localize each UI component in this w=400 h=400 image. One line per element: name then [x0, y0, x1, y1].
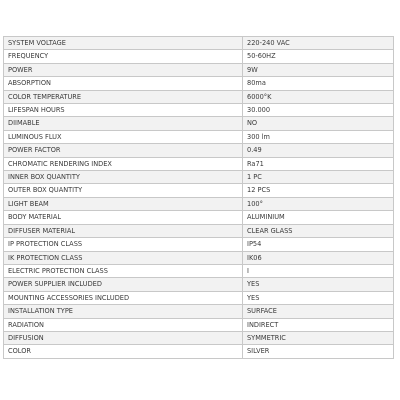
table-row: [4, 264, 394, 277]
spec-label: IK PROTECTION CLASS: [4, 251, 243, 264]
spec-label: IP PROTECTION CLASS: [4, 238, 243, 251]
table-row: [4, 63, 394, 76]
spec-value: 100°: [243, 197, 394, 210]
table-row: [4, 50, 394, 63]
spec-value: 30.000: [243, 104, 394, 117]
spec-label: CHROMATIC RENDERING INDEX: [4, 157, 243, 170]
spec-value: SYMMETRIC: [243, 331, 394, 344]
table-row: [4, 104, 394, 117]
table-row: [4, 157, 394, 170]
spec-label: INSTALLATION TYPE: [4, 305, 243, 318]
spec-value: 1 PC: [243, 171, 394, 184]
spec-label: BODY MATERIAL: [4, 211, 243, 224]
spec-value: INDIRECT: [243, 318, 394, 331]
spec-label: POWER SUPPLIER INCLUDED: [4, 278, 243, 291]
spec-value: CLEAR GLASS: [243, 224, 394, 237]
spec-value: Ra71: [243, 157, 394, 170]
spec-value: 0.49: [243, 144, 394, 157]
table-row: [4, 318, 394, 331]
spec-value: SILVER: [243, 345, 394, 358]
table-row: [4, 144, 394, 157]
table-row: [4, 197, 394, 210]
spec-label: LUMINOUS FLUX: [4, 130, 243, 143]
table-row: [4, 184, 394, 197]
spec-label: POWER FACTOR: [4, 144, 243, 157]
spec-label: ABSORPTION: [4, 77, 243, 90]
spec-label: POWER: [4, 63, 243, 76]
spec-value: 80ma: [243, 77, 394, 90]
spec-value: IK06: [243, 251, 394, 264]
table-row: [4, 130, 394, 143]
table-row: [4, 90, 394, 103]
table-row: [4, 278, 394, 291]
spec-label: LIGHT BEAM: [4, 197, 243, 210]
spec-value: 220-240 VAC: [243, 37, 394, 50]
spec-value: 9W: [243, 63, 394, 76]
table-row: [4, 305, 394, 318]
spec-label: ELECTRIC PROTECTION CLASS: [4, 264, 243, 277]
table-row: [4, 251, 394, 264]
spec-label: OUTER BOX QUANTITY: [4, 184, 243, 197]
spec-table: [3, 36, 394, 359]
spec-label: DIFFUSION: [4, 331, 243, 344]
spec-label: LIFESPAN HOURS: [4, 104, 243, 117]
table-row: [4, 37, 394, 50]
spec-value: YES: [243, 291, 394, 304]
table-row: [4, 117, 394, 130]
spec-value: SURFACE: [243, 305, 394, 318]
spec-value: YES: [243, 278, 394, 291]
spec-label: FREQUENCY: [4, 50, 243, 63]
spec-label: DIIMABLE: [4, 117, 243, 130]
table-row: [4, 345, 394, 358]
spec-label: DIFFUSER MATERIAL: [4, 224, 243, 237]
table-row: [4, 77, 394, 90]
spec-label: INNER BOX QUANTITY: [4, 171, 243, 184]
table-row: [4, 331, 394, 344]
spec-table-body: [4, 37, 394, 359]
spec-value: ALUMINIUM: [243, 211, 394, 224]
table-row: [4, 238, 394, 251]
spec-value: NO: [243, 117, 394, 130]
spec-label: SYSTEM VOLTAGE: [4, 37, 243, 50]
spec-label: COLOR TEMPERATURE: [4, 90, 243, 103]
spec-value: 12 PCS: [243, 184, 394, 197]
spec-label: MOUNTING ACCESSORIES INCLUDED: [4, 291, 243, 304]
table-row: [4, 211, 394, 224]
spec-value: 6000°K: [243, 90, 394, 103]
table-row: [4, 291, 394, 304]
spec-value: 300 lm: [243, 130, 394, 143]
spec-value: I: [243, 264, 394, 277]
spec-value: 50-60HZ: [243, 50, 394, 63]
table-row: [4, 171, 394, 184]
spec-value: IP54: [243, 238, 394, 251]
table-row: [4, 224, 394, 237]
spec-label: COLOR: [4, 345, 243, 358]
spec-label: RADIATION: [4, 318, 243, 331]
